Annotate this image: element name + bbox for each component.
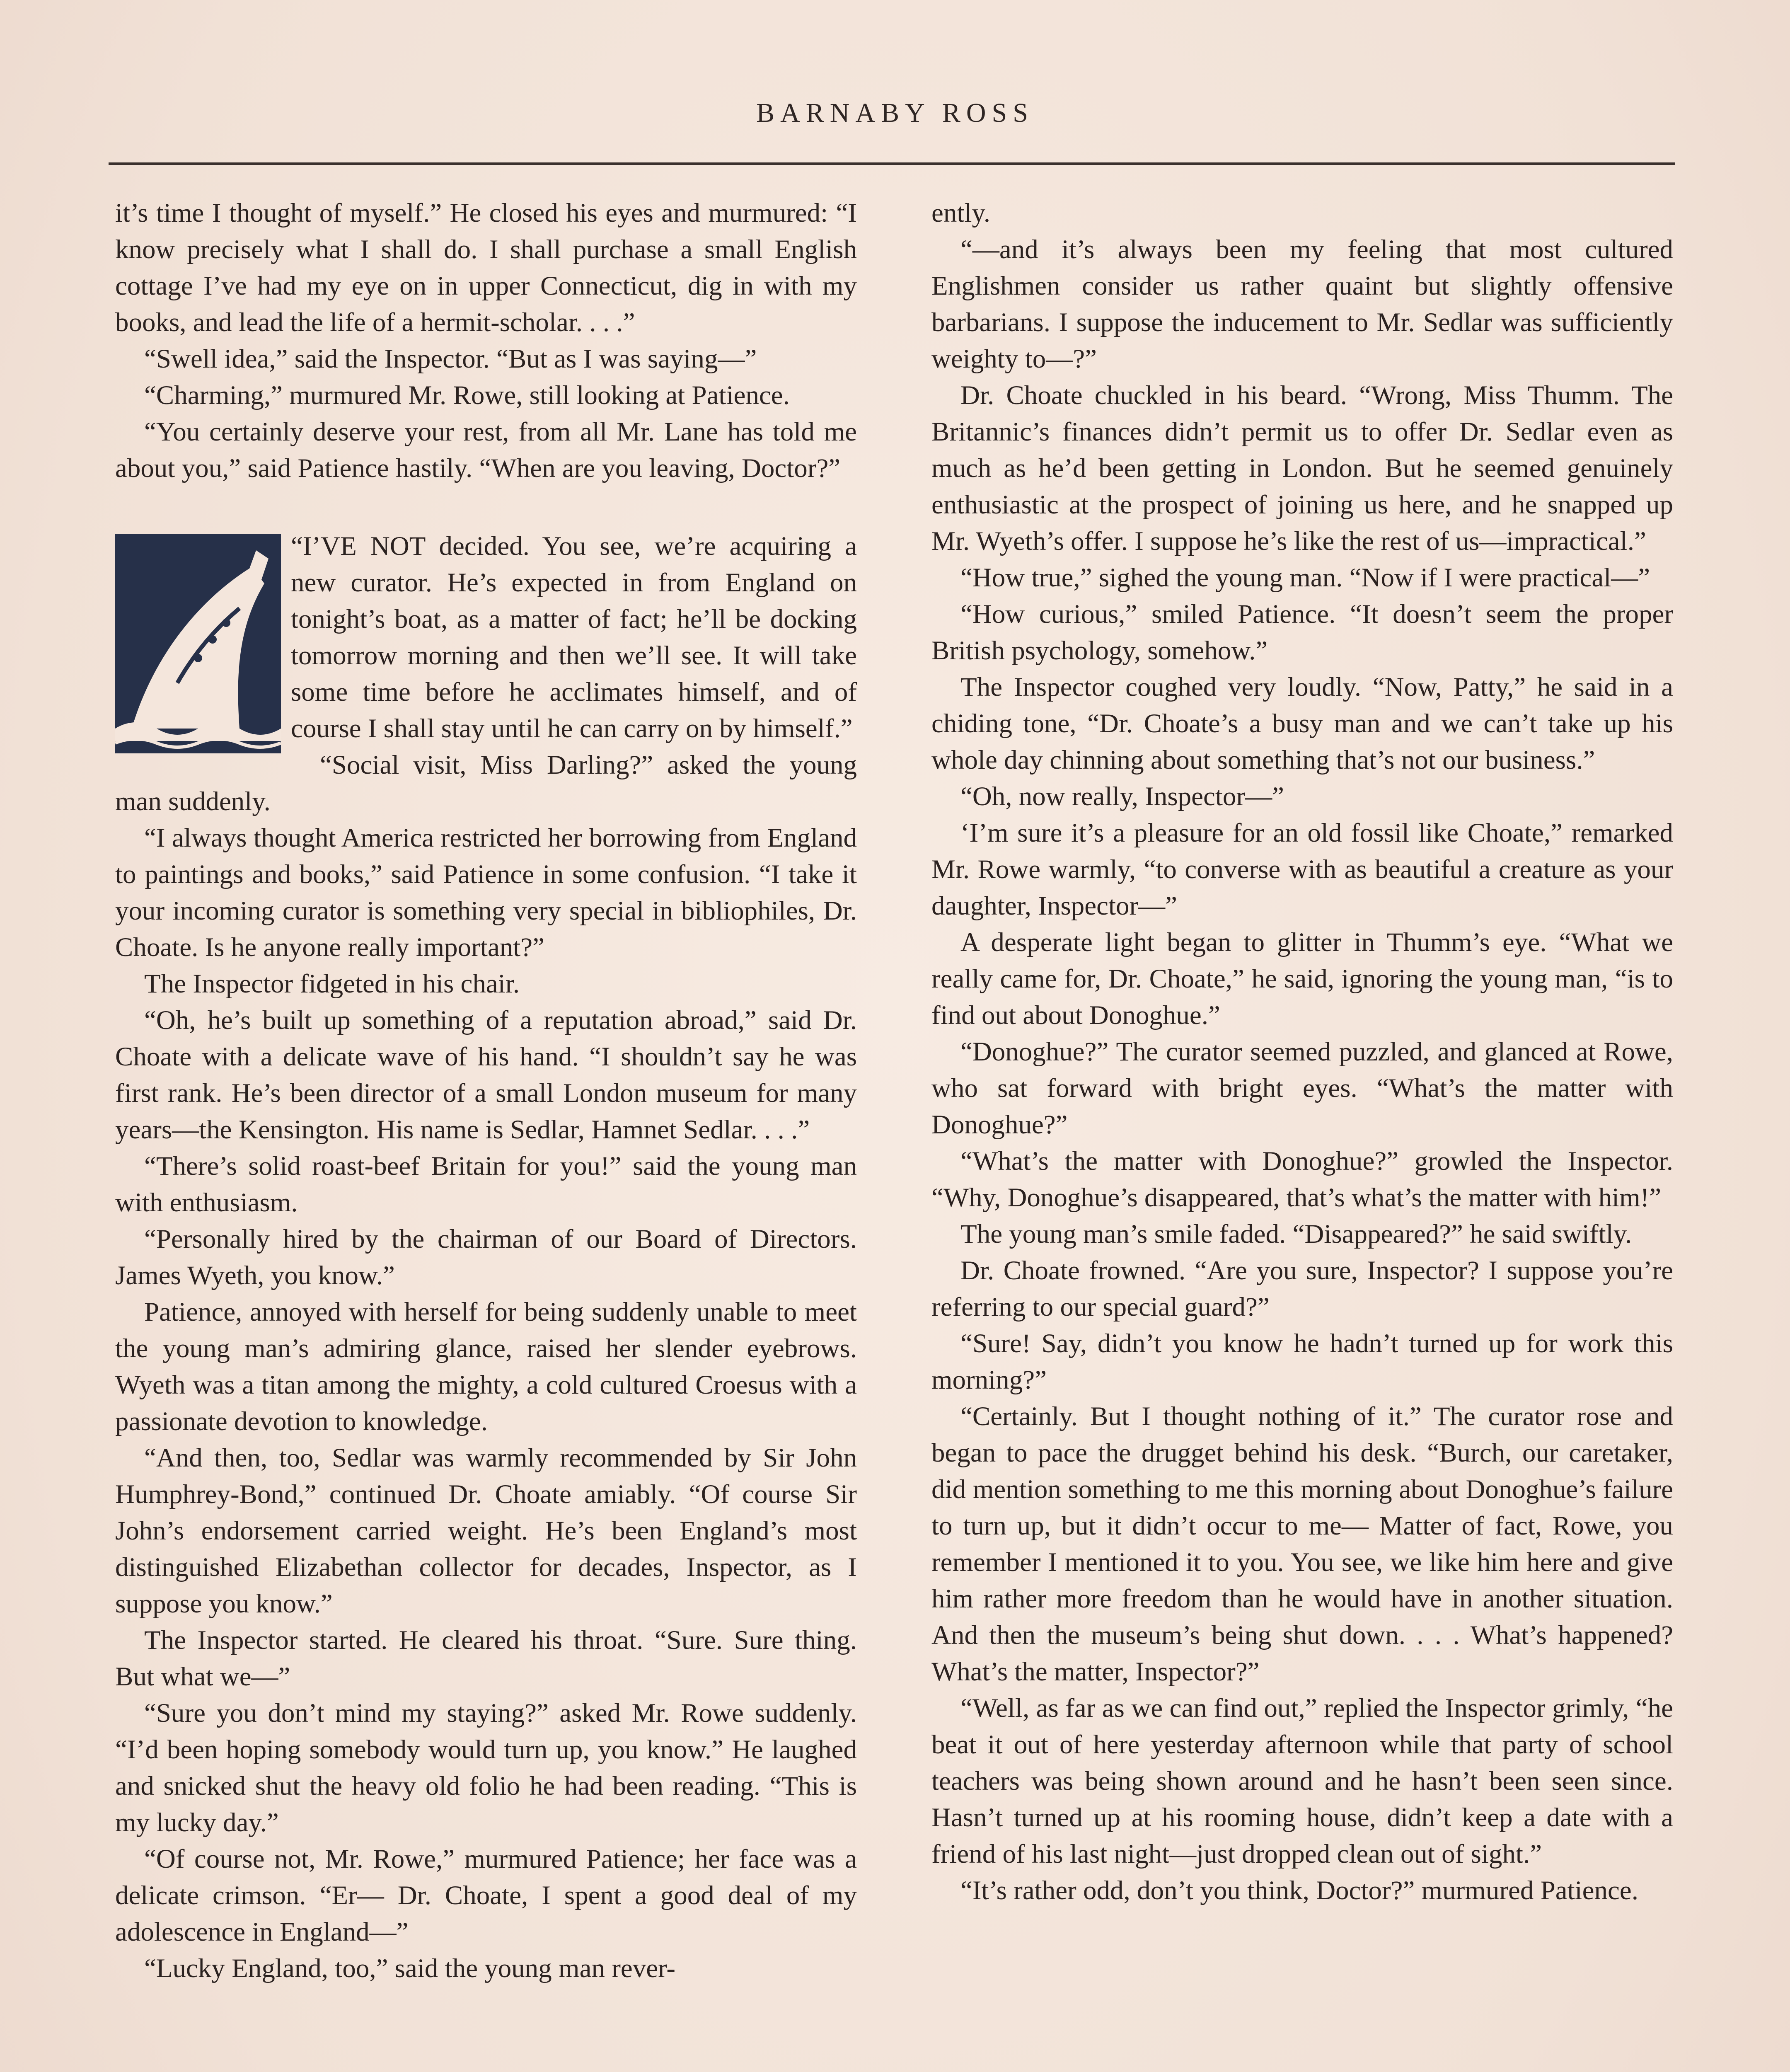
paragraph <box>931 1143 1673 1216</box>
paragraph <box>115 377 857 414</box>
running-head: BARNABY ROSS <box>756 98 1034 128</box>
paragraph-text: “It’s rather odd, don’t you think, Doctor?” murmured Patience. <box>960 1876 1638 1905</box>
paragraph-text: The young man’s smile faded. “Disappeared?” he said swiftly. <box>960 1219 1632 1249</box>
paragraph-text: “Social visit, Miss Darling?” asked the young man suddenly. <box>115 750 857 816</box>
paragraph-text: ‘I’m sure it’s a pleasure for an old fossil like Choate,” remarked Mr. Rowe warmly, “to converse with as beautiful a creature as your daughter, Inspector—” <box>931 818 1673 921</box>
paragraph <box>931 195 1673 231</box>
paragraph <box>931 1252 1673 1325</box>
paragraph <box>115 1950 857 1987</box>
paragraph-text: “Charming,” murmured Mr. Rowe, still looking at Patience. <box>144 380 790 410</box>
paragraph-text: The Inspector started. He cleared his throat. “Sure. Sure thing. But what we—” <box>115 1625 857 1692</box>
paragraph-text: Patience, annoyed with herself for being suddenly unable to meet the young man’s admiring glance, raised her slender eyebrows. Wyeth was a titan among the mighty, a cold cultured Croesus with a passionate devotion to knowledge. <box>115 1297 857 1436</box>
paragraph-text: Dr. Choate frowned. “Are you sure, Inspector? I suppose you’re referring to our special guard?” <box>931 1256 1673 1322</box>
paragraph <box>931 559 1673 596</box>
paragraph-text: “Oh, he’s built up something of a reputation abroad,” said Dr. Choate with a delicate wave of his hand. “I shouldn’t say he was first rank. He’s been director of a small London museum for many years—the Kensington. His name is Sedlar, Hamnet Sedlar. . . .” <box>115 1005 857 1145</box>
paragraph-text: “—and it’s always been my feeling that most cultured Englishmen consider us rather quaint but slightly offensive barbarians. I suppose the inducement to Mr. Sedlar was sufficiently weighty to—?” <box>931 235 1673 374</box>
left-column <box>115 195 857 1987</box>
paragraph-text: “There’s solid roast-beef Britain for you!” said the young man with enthusiasm. <box>115 1151 857 1218</box>
paragraph-text: “I’VE NOT decided. You see, we’re acquiring a new curator. He’s expected in from England on tonight’s boat, as a matter of fact; he’ll be docking tomorrow morning and then we’ll see. It will take some time before he acclimates himself, and of course I shall stay until he can carry on by himself.” <box>291 531 857 743</box>
paragraph <box>115 820 857 966</box>
paragraph-text: “Donoghue?” The curator seemed puzzled, and glanced at Rowe, who sat forward with bright eyes. “What’s the matter with Donoghue?” <box>931 1037 1673 1140</box>
paragraph <box>115 1841 857 1950</box>
paragraph <box>115 195 857 341</box>
paragraph-text: A desperate light began to glitter in Thumm’s eye. “What we really came for, Dr. Choate,” he said, ignoring the young man, “is to find out about Donoghue.” <box>931 927 1673 1030</box>
paragraph <box>931 1216 1673 1252</box>
paragraph <box>115 1622 857 1695</box>
paragraph <box>931 231 1673 377</box>
paragraph <box>115 1440 857 1622</box>
paragraph-text: it’s time I thought of myself.” He closed his eyes and murmured: “I know precisely what I shall do. I shall purchase a small English cottage I’ve had my eye on in upper Connecticut, dig in with my books, and lead the life of a hermit-scholar. . . .” <box>115 198 857 337</box>
paragraph-text: “Sure! Say, didn’t you know he hadn’t turned up for work this morning?” <box>931 1329 1673 1395</box>
paragraph <box>115 1148 857 1221</box>
paragraph-text: ently. <box>931 198 990 228</box>
paragraph-text: “Sure you don’t mind my staying?” asked Mr. Rowe suddenly. “I’d been hoping somebody would turn up, you know.” He laughed and snicked shut the heavy old folio he had been reading. “This is my lucky day.” <box>115 1698 857 1837</box>
paragraph-text: “Oh, now really, Inspector—” <box>960 782 1284 811</box>
ship-icon <box>115 534 281 753</box>
paragraph-text: “Certainly. But I thought nothing of it.” The curator rose and began to pace the drugget behind his desk. “Burch, our caretaker, did mention something to me this morning about Donoghue’s failure to turn up, but it didn’t occur to me— Matter of fact, Rowe, you remember I mentioned it to you. You see, we like him here and give him rather more freedom than he would have in another situation. And then the museum’s being shut down. . . . What’s happened? What’s the matter, Inspector?” <box>931 1402 1673 1687</box>
paragraph-text: “Well, as far as we can find out,” replied the Inspector grimly, “he beat it out of here yesterday afternoon while that party of school teachers was being shown around and he hasn’t been seen since. Hasn’t turned up at his rooming house, didn’t keep a date with a friend of his last night—just dropped clean out of sight.” <box>931 1693 1673 1869</box>
paragraph-text: “Personally hired by the chairman of our Board of Directors. James Wyeth, you know.” <box>115 1224 857 1290</box>
paragraph <box>115 1221 857 1294</box>
paragraph <box>115 528 857 747</box>
paragraph <box>115 1294 857 1440</box>
paragraph <box>115 747 857 820</box>
paragraph <box>115 341 857 377</box>
paragraph-text: “How curious,” smiled Patience. “It doesn’t seem the proper British psychology, somehow.” <box>931 599 1673 666</box>
paragraph <box>931 1034 1673 1143</box>
paragraph <box>931 1872 1673 1909</box>
paragraph <box>931 1398 1673 1690</box>
paragraph <box>115 1002 857 1148</box>
paragraph-text: The Inspector coughed very loudly. “Now, Patty,” he said in a chiding tone, “Dr. Choate’s a busy man and we can’t take up his whole day chinning about something that’s not our business.” <box>931 672 1673 775</box>
paragraph-text: “And then, too, Sedlar was warmly recommended by Sir John Humphrey-Bond,” continued Dr. Choate amiably. “Of course Sir John’s endorsement carried weight. He’s been England’s most distinguished Elizabethan collector for decades, Inspector, as I suppose you know.” <box>115 1443 857 1619</box>
paragraph-text: “What’s the matter with Donoghue?” growled the Inspector. “Why, Donoghue’s disappeared, that’s what’s the matter with him!” <box>931 1146 1673 1213</box>
paragraph-text: “How true,” sighed the young man. “Now if I were practical—” <box>960 563 1650 593</box>
paragraph <box>115 966 857 1002</box>
paragraph <box>931 377 1673 559</box>
paragraph <box>931 1325 1673 1398</box>
paragraph-text: “Of course not, Mr. Rowe,” murmured Patience; her face was a delicate crimson. “Er— Dr. Choate, I spent a good deal of my adolescence in England—” <box>115 1844 857 1947</box>
right-column <box>931 195 1673 1909</box>
paragraph <box>931 669 1673 778</box>
paragraph-text: Dr. Choate chuckled in his beard. “Wrong, Miss Thumm. The Britannic’s finances didn’t permit us to offer Dr. Sedlar even as much as he’d been getting in London. But he seemed genuinely enthusiastic at the prospect of joining us here, and he snapped up Mr. Wyeth’s offer. I suppose he’s like the rest of us—impractical.” <box>931 380 1673 556</box>
paragraph <box>931 815 1673 924</box>
paragraph <box>931 778 1673 815</box>
paragraph-text: “You certainly deserve your rest, from all Mr. Lane has told me about you,” said Patience hastily. “When are you leaving, Doctor?” <box>115 417 857 483</box>
paragraph-text: The Inspector fidgeted in his chair. <box>144 969 520 999</box>
paragraph <box>931 1690 1673 1872</box>
paragraph <box>931 924 1673 1034</box>
paragraph-text: “Lucky England, too,” said the young man rever- <box>144 1953 676 1983</box>
paragraph <box>115 1695 857 1841</box>
paragraph-text: “I always thought America restricted her borrowing from England to paintings and books,” said Patience in some confusion. “I take it your incoming curator is something very special in bibliophiles, Dr. Choate. Is he anyone really important?” <box>115 823 857 962</box>
header-rule <box>109 162 1675 165</box>
paragraph <box>115 414 857 487</box>
paragraph-text: “Swell idea,” said the Inspector. “But as I was saying—” <box>144 344 757 374</box>
paragraph <box>931 596 1673 669</box>
